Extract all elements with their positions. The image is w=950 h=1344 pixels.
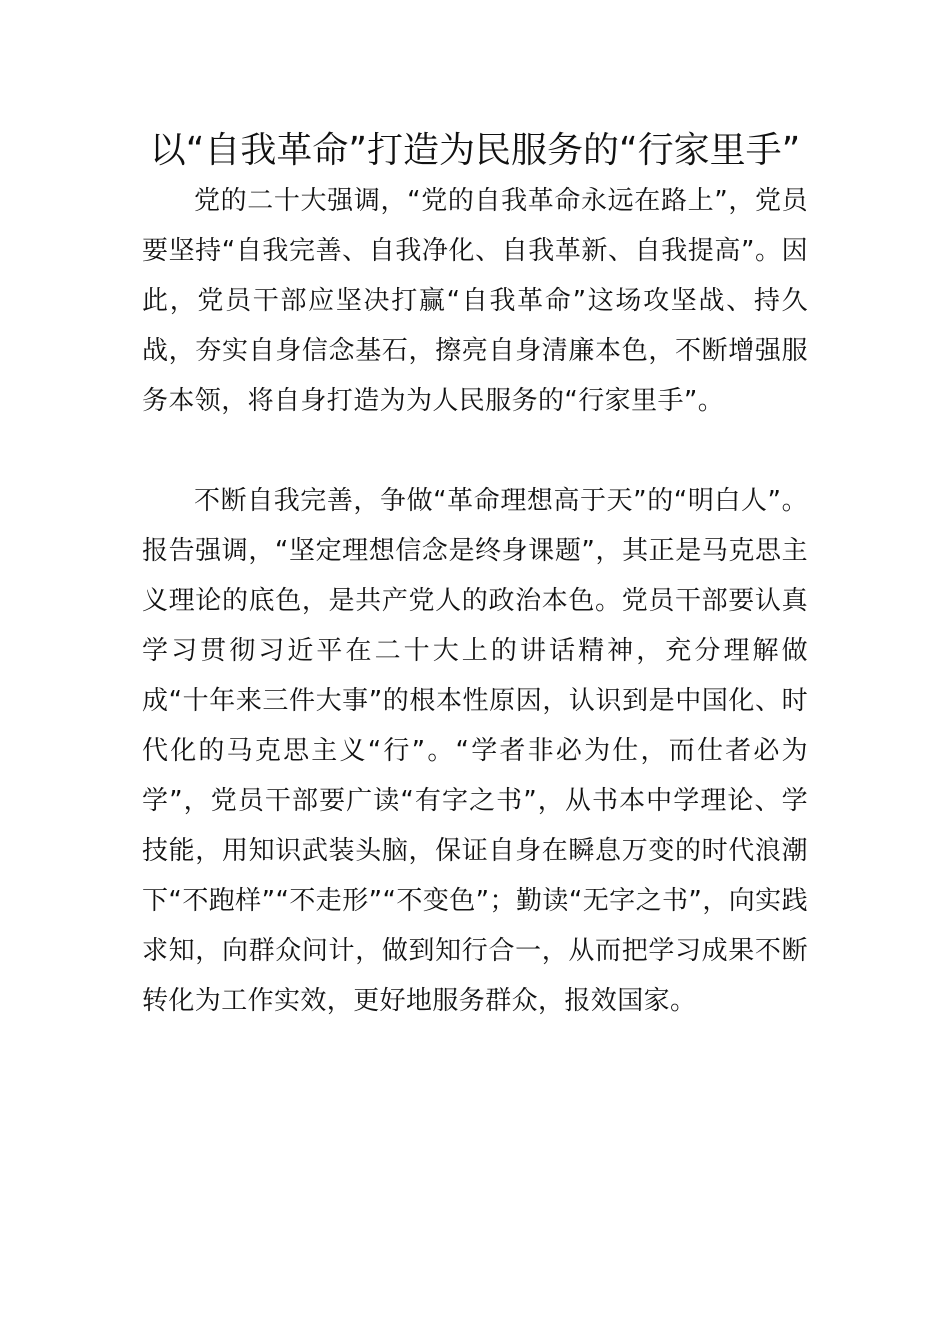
document-title: 以“自我革命”打造为民服务的“行家里手” [149, 130, 801, 171]
paragraph-intro: 党的二十大强调，“党的自我革命永远在路上”，党员要坚持“自我完善、自我净化、自我革新、自我提高”。因此，党员干部应坚决打赢“自我革命”这场攻坚战、持久战，夯实自身信念基石，擦亮自身清廉本色，不断增强服务本领，将自身打造为为人民服务的“行家里手”。 [142, 186, 808, 416]
paragraph-self-improvement: 不断自我完善，争做“革命理想高于天”的“明白人”。报告强调，“坚定理想信念是终身课题”，其正是马克思主义理论的底色，是共产党人的政治本色。党员干部要认真学习贯彻习近平在二十大上的讲话精神，充分理解做成“十年来三件大事”的根本性原因，认识到是中国化、时代化的马克思主义“行”。“学者非必为仕，而仕者必为学”，党员干部要广读“有字之书”，从书本中学理论、学技能，用知识武装头脑，保证自身在瞬息万变的时代浪潮下“不跑样”“不走形”“不变色”；勤读“无字之书”，向实践求知，向群众问计，做到知行合一，从而把学习成果不断转化为工作实效，更好地服务群众，报效国家。 [142, 486, 808, 1016]
